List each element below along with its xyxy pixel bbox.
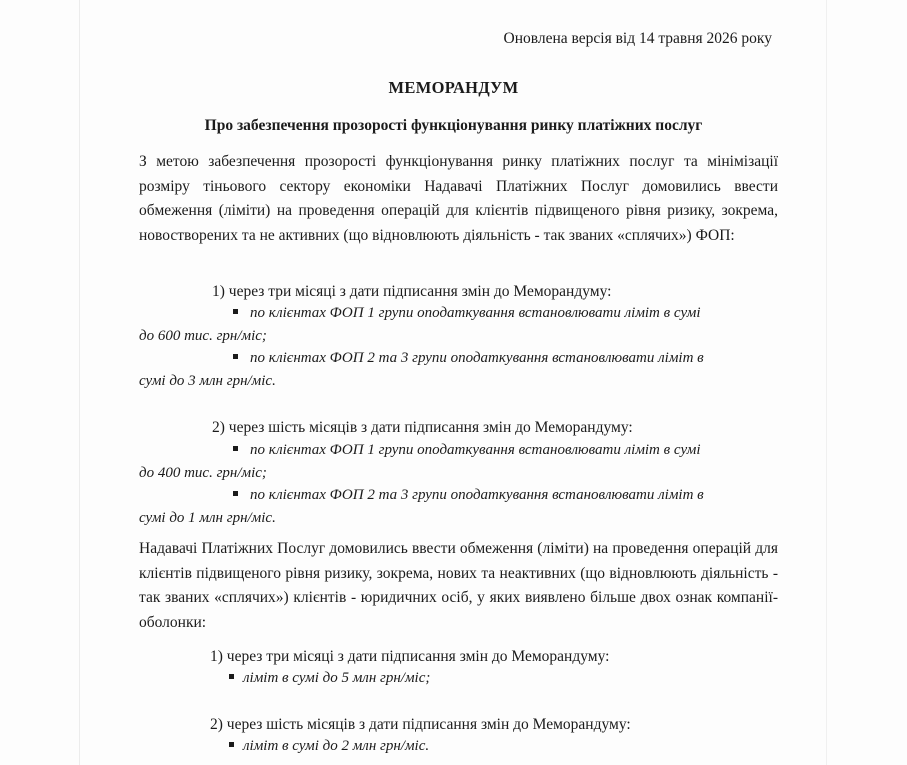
fop-step-1-bullet-1 [233,305,700,322]
legal-step-2: 2) через шість місяців з дати підписання змін до Меморандуму: [210,716,631,733]
bullet-text: ліміт в сумі до 2 млн грн/міс. [243,738,430,754]
version-line: Оновлена версія від 14 травня 2026 року [503,30,772,47]
bullet-square-icon [229,674,234,679]
bullet-text: по клієнтах ФОП 2 та 3 групи оподаткування встановлювати ліміт в [250,487,704,503]
fop-step-2-bullet-2 [233,487,704,504]
legal-step-1-bullet [229,670,430,687]
bullet-square-icon [233,354,238,359]
legal-step-2-bullet [229,738,429,755]
fop-step-1-bullet-2-cont: сумі до 3 млн грн/міс. [139,373,276,389]
bullet-square-icon [233,491,238,496]
fop-step-1: 1) через три місяці з дати підписання змін до Меморандуму: [212,283,612,300]
bullet-square-icon [233,446,238,451]
document-subtitle: Про забезпечення прозорості функціонування ринку платіжних послуг [204,117,703,134]
fop-step-2-bullet-1-cont: до 400 тис. грн/міс; [139,465,267,481]
legal-step-1: 1) через три місяці з дати підписання змін до Меморандуму: [210,648,610,665]
bullet-text: по клієнтах ФОП 1 групи оподаткування встановлювати ліміт в сумі [250,305,701,321]
document-title: МЕМОРАНДУМ [388,78,519,97]
fop-step-1-bullet-1-cont: до 600 тис. грн/міс; [139,328,267,344]
fop-step-1-bullet-2 [233,350,704,367]
fop-step-2-bullet-1 [233,442,700,459]
fop-step-2: 2) через шість місяців з дати підписання змін до Меморандуму: [212,419,633,436]
bullet-text: по клієнтах ФОП 1 групи оподаткування встановлювати ліміт в сумі [250,442,701,458]
legal-entities-paragraph: Надавачі Платіжних Послуг домовились ввести обмеження (ліміти) на проведення операцій для клієнтів підвищеного рівня ризику, зокрема, нових та неактивних (що відновлюють діяльність - так званих «сплячих») клієнтів - юридичних осіб, у яких виявлено більше двох ознак компанії-оболонки: [139,540,778,631]
bullet-text: по клієнтах ФОП 2 та 3 групи оподаткування встановлювати ліміт в [250,350,704,366]
bullet-text: ліміт в сумі до 5 млн грн/міс; [243,670,431,686]
bullet-square-icon [233,309,238,314]
fop-step-2-bullet-2-cont: сумі до 1 млн грн/міс. [139,510,276,526]
bullet-square-icon [229,742,234,747]
intro-paragraph: З метою забезпечення прозорості функціонування ринку платіжних послуг та мінімізації розміру тіньового сектору економіки Надавачі Платіжних Послуг домовились ввести обмеження (ліміти) на проведення операцій для клієнтів підвищеного рівня ризику, зокрема, новостворених та не активних (що відновлюють діяльність - так званих «сплячих») ФОП: [139,153,778,244]
